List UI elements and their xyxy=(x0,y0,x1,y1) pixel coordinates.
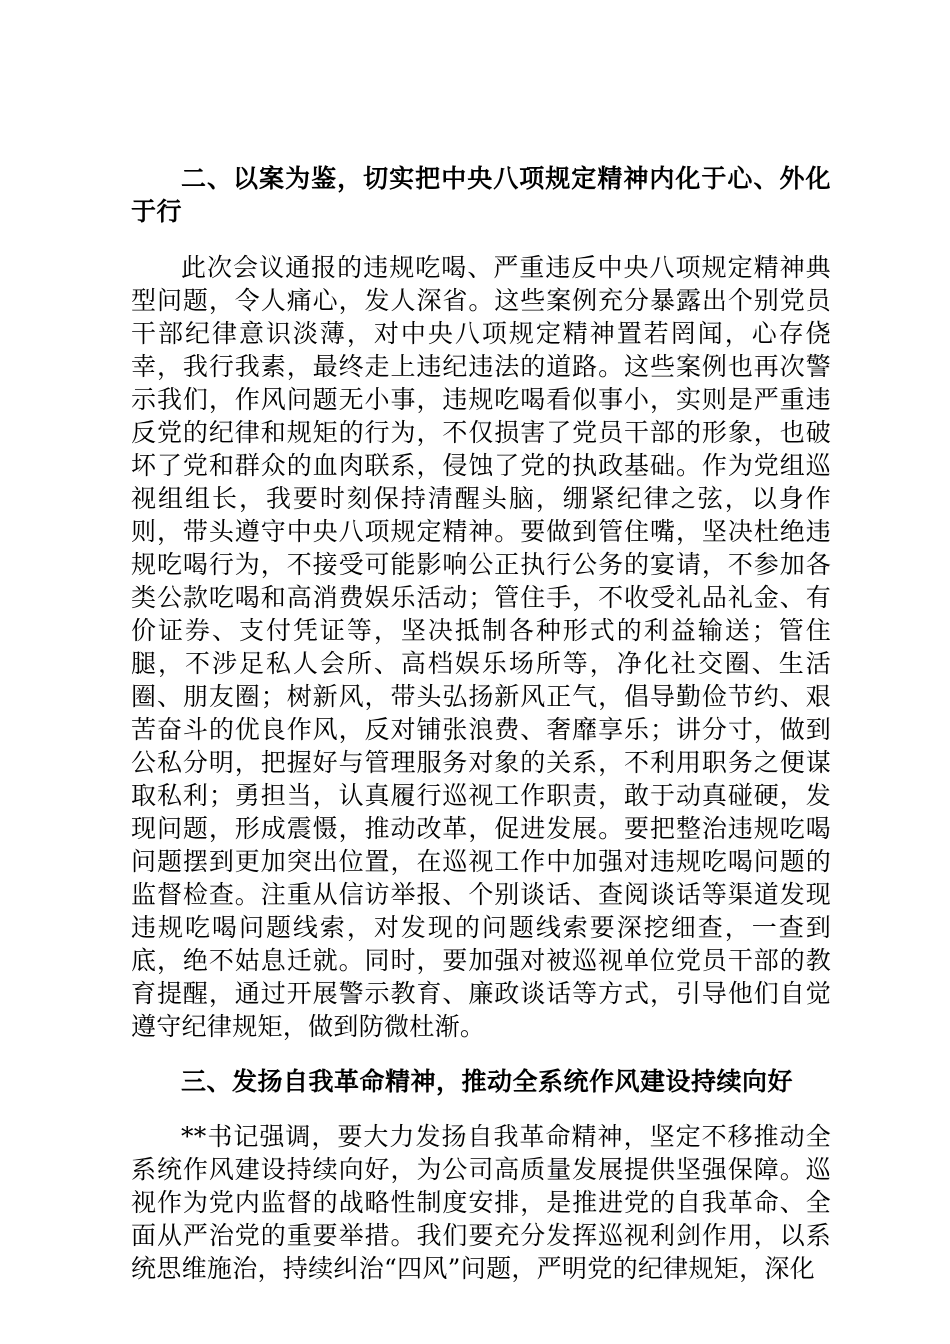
section-heading-3: 三、发扬自我革命精神，推动全系统作风建设持续向好 xyxy=(181,1067,794,1096)
section-heading-2: 二、以案为鉴，切实把中央八项规定精神内化于心、外化于行 xyxy=(131,164,831,226)
section-paragraph-3: **书记强调，要大力发扬自我革命精神，坚定不移推动全系统作风建设持续向好，为公司高质量发展提供坚强保障。巡视作为党内监督的战略性制度安排，是推进党的自我革命、全面从严治党的重要举措。我们要充分发挥巡视利剑作用，以系统思维施治，持续纠治“四风”问题，严明党的纪律规矩，深化 xyxy=(131,1122,831,1283)
document-body xyxy=(131,162,831,1285)
section-paragraph-2: 此次会议通报的违规吃喝、严重违反中央八项规定精神典型问题，令人痛心，发人深省。这些案例充分暴露出个别党员干部纪律意识淡薄，对中央八项规定精神置若罔闻，心存侥幸，我行我素，最终走上违纪违法的道路。这些案例也再次警示我们，作风问题无小事，违规吃喝看似事小，实则是严重违反党的纪律和规矩的行为，不仅损害了党员干部的形象，也破坏了党和群众的血肉联系，侵蚀了党的执政基础。作为党组巡视组组长，我要时刻保持清醒头脑，绷紧纪律之弦，以身作则，带头遵守中央八项规定精神。要做到管住嘴，坚决杜绝违规吃喝行为，不接受可能影响公正执行公务的宴请，不参加各类公款吃喝和高消费娱乐活动；管住手，不收受礼品礼金、有价证券、支付凭证等，坚决抵制各种形式的利益输送；管住腿，不涉足私人会所、高档娱乐场所等，净化社交圈、生活圈、朋友圈；树新风，带头弘扬新风正气，倡导勤俭节约、艰苦奋斗的优良作风，反对铺张浪费、奢靡享乐；讲分寸，做到公私分明，把握好与管理服务对象的关系，不利用职务之便谋取私利；勇担当，认真履行巡视工作职责，敢于动真碰硬，发现问题，形成震慑，推动改革，促进发展。要把整治违规吃喝问题摆到更加突出位置，在巡视工作中加强对违规吃喝问题的监督检查。注重从信访举报、个别谈话、查阅谈话等渠道发现违规吃喝问题线索，对发现的问题线索要深挖细查，一查到底，绝不姑息迁就。同时，要加强对被巡视单位党员干部的教育提醒，通过开展警示教育、廉政谈话等方式，引导他们自觉遵守纪律规矩，做到防微杜渐。 xyxy=(131,253,831,1041)
